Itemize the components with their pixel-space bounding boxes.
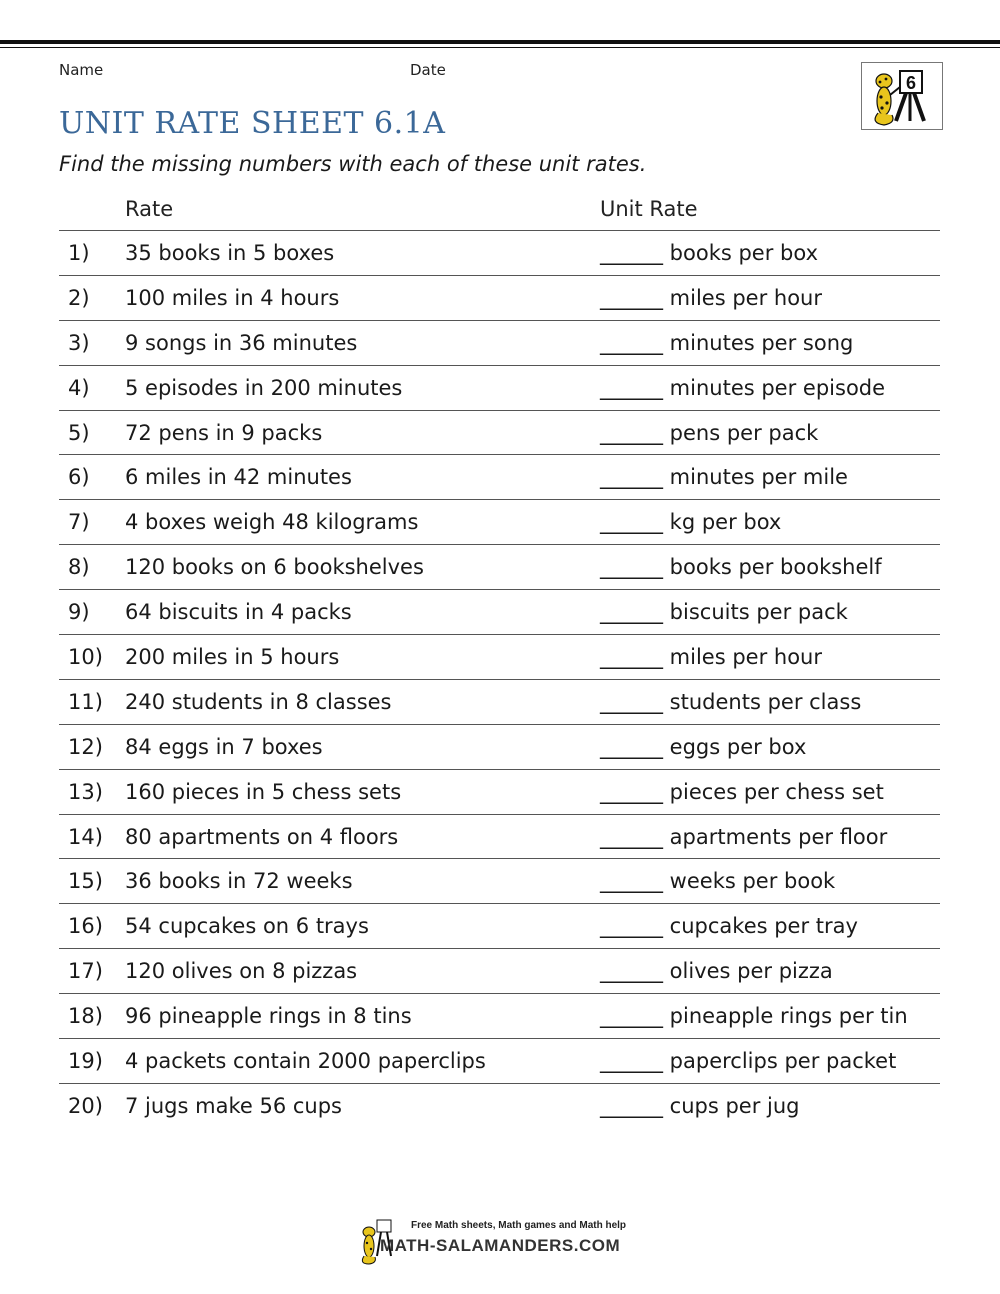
question-rate: 84 eggs in 7 boxes [125, 734, 323, 759]
question-list [59, 231, 940, 1129]
question-number: 7) [68, 510, 90, 535]
answer-blank[interactable]: ______ pens per pack [600, 420, 819, 445]
question-rate: 7 jugs make 56 cups [125, 1093, 342, 1118]
answer-blank[interactable]: ______ olives per pizza [600, 959, 833, 984]
question-rate: 240 students in 8 classes [125, 689, 392, 714]
answer-blank[interactable]: ______ books per box [600, 241, 818, 265]
question-row [59, 276, 940, 321]
question-number: 10) [68, 645, 103, 670]
question-number: 12) [68, 734, 103, 759]
answer-blank[interactable]: ______ miles per hour [600, 645, 822, 670]
answer-blank[interactable]: ______ paperclips per packet [600, 1049, 897, 1074]
question-row [59, 859, 940, 904]
question-row [59, 545, 940, 590]
answer-blank[interactable]: ______ books per bookshelf [600, 555, 882, 580]
column-header-rate: Rate [125, 197, 174, 221]
question-number: 17) [68, 959, 103, 984]
question-row [59, 680, 940, 725]
question-row [59, 1039, 940, 1084]
question-rate: 80 apartments on 4 floors [125, 824, 399, 849]
question-rate: 4 boxes weigh 48 kilograms [125, 510, 419, 535]
answer-blank[interactable]: ______ students per class [600, 689, 862, 714]
answer-blank[interactable]: ______ weeks per book [600, 869, 836, 894]
question-number: 14) [68, 824, 103, 849]
question-row [59, 500, 940, 545]
footer-brand[interactable]: MATH-SALAMANDERS.COM [380, 1236, 621, 1255]
sheet-title: UNIT RATE SHEET 6.1A [59, 106, 446, 141]
answer-blank[interactable]: ______ biscuits per pack [600, 600, 848, 625]
question-rate: 5 episodes in 200 minutes [125, 375, 403, 400]
answer-blank[interactable]: ______ minutes per episode [600, 375, 886, 400]
question-row [59, 455, 940, 500]
answer-blank[interactable]: ______ cups per jug [600, 1093, 800, 1118]
question-number: 18) [68, 1004, 103, 1029]
question-rate: 54 cupcakes on 6 trays [125, 914, 369, 939]
question-row [59, 411, 940, 456]
question-rate: 64 biscuits in 4 packs [125, 600, 352, 625]
question-number: 2) [68, 285, 90, 310]
answer-blank[interactable]: ______ minutes per song [600, 330, 854, 355]
answer-blank[interactable]: ______ pieces per chess set [600, 779, 884, 804]
question-rate: 36 books in 72 weeks [125, 869, 353, 894]
question-number: 5) [68, 420, 90, 445]
salamander-easel-icon [862, 63, 942, 129]
question-rate: 100 miles in 4 hours [125, 285, 340, 310]
question-number: 20) [68, 1093, 103, 1118]
question-row [59, 949, 940, 994]
question-number: 4) [68, 375, 90, 400]
question-rate: 4 packets contain 2000 paperclips [125, 1049, 486, 1074]
question-row [59, 366, 940, 411]
question-rate: 72 pens in 9 packs [125, 420, 323, 445]
question-row [59, 231, 940, 276]
question-number: 6) [68, 465, 90, 490]
question-number: 11) [68, 689, 103, 714]
question-number: 19) [68, 1049, 103, 1074]
question-row [59, 1084, 940, 1129]
question-row [59, 635, 940, 680]
name-label: Name [59, 61, 104, 79]
answer-blank[interactable]: ______ minutes per mile [600, 465, 848, 490]
question-rate: 9 songs in 36 minutes [125, 330, 358, 355]
grade-logo [861, 62, 943, 130]
question-rate: 6 miles in 42 minutes [125, 465, 352, 490]
question-number: 9) [68, 600, 90, 625]
question-number: 15) [68, 869, 103, 894]
question-rate: 120 books on 6 bookshelves [125, 555, 424, 580]
question-rate: 200 miles in 5 hours [125, 645, 340, 670]
question-row [59, 904, 940, 949]
question-rate: 35 books in 5 boxes [125, 241, 335, 265]
question-number: 8) [68, 555, 90, 580]
answer-blank[interactable]: ______ apartments per floor [600, 824, 888, 849]
answer-blank[interactable]: ______ cupcakes per tray [600, 914, 858, 939]
footer-tagline: Free Math sheets, Math games and Math help [411, 1220, 627, 1231]
question-row [59, 770, 940, 815]
question-row [59, 321, 940, 366]
top-rule [0, 40, 1000, 44]
question-number: 3) [68, 330, 90, 355]
question-rate: 96 pineapple rings in 8 tins [125, 1004, 412, 1029]
grade-number: 6 [905, 73, 917, 93]
instructions: Find the missing numbers with each of these unit rates. [59, 152, 647, 176]
answer-blank[interactable]: ______ eggs per box [600, 734, 807, 759]
question-row [59, 590, 940, 635]
date-label: Date [410, 61, 446, 79]
column-header-unit-rate: Unit Rate [600, 197, 698, 221]
question-row [59, 815, 940, 860]
question-row [59, 725, 940, 770]
question-number: 13) [68, 779, 103, 804]
question-rate: 120 olives on 8 pizzas [125, 959, 358, 984]
top-rule-thin [0, 47, 1000, 48]
question-number: 16) [68, 914, 103, 939]
answer-blank[interactable]: ______ pineapple rings per tin [600, 1004, 908, 1029]
answer-blank[interactable]: ______ miles per hour [600, 285, 822, 310]
answer-blank[interactable]: ______ kg per box [600, 510, 782, 535]
question-rate: 160 pieces in 5 chess sets [125, 779, 402, 804]
question-number: 1) [68, 241, 90, 265]
question-row [59, 994, 940, 1039]
